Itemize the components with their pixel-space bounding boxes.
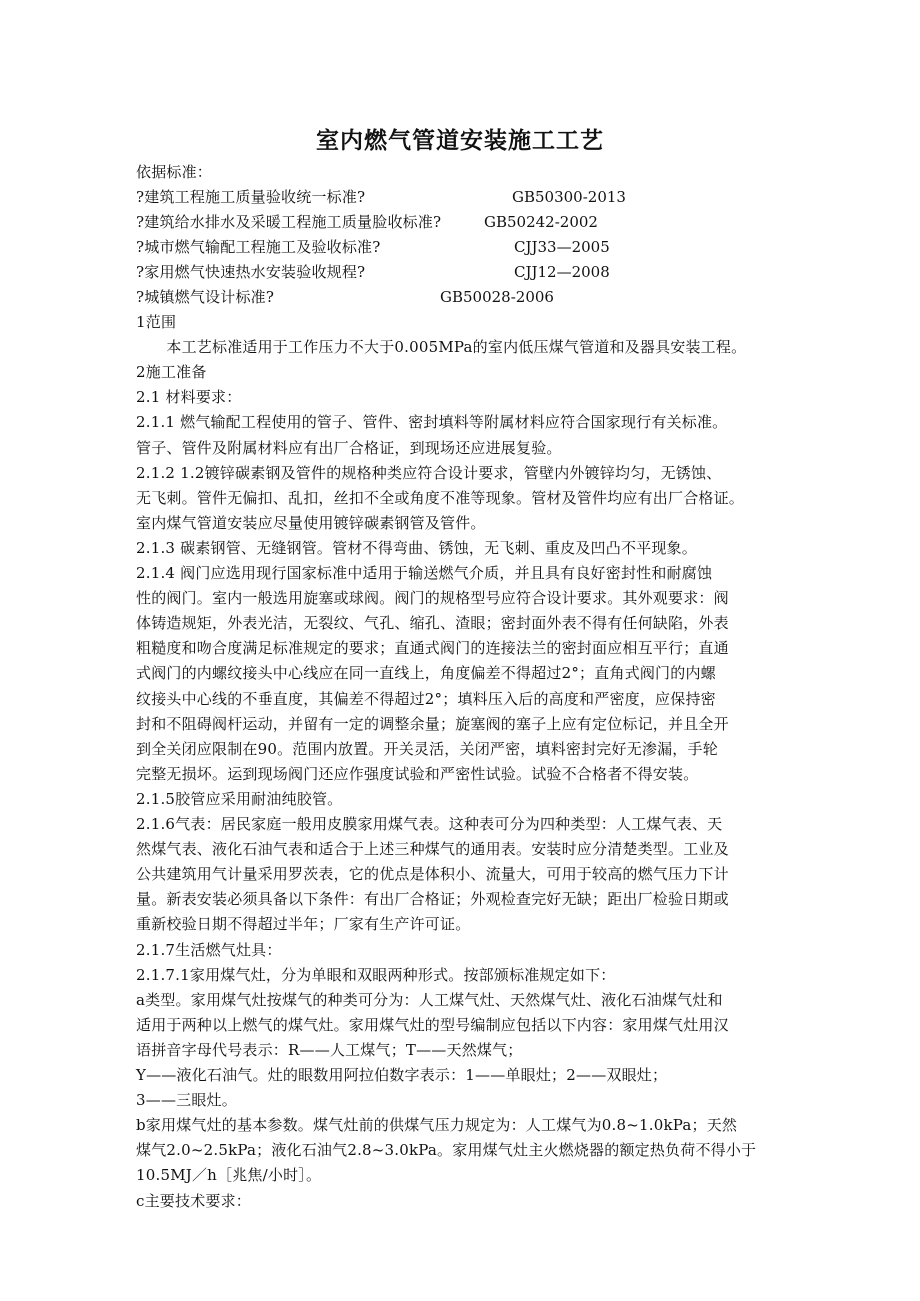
body-text-line: 完整无损坏。运到现场阀门还应作强度试验和严密性试验。试验不合格者不得安装。 [136, 765, 699, 783]
standard-name: ?城市燃气输配工程施工及验收标准? [136, 238, 381, 256]
body-text-line: 无飞刺。管件无偏扣、乱扣，丝扣不全或角度不准等现象。管材及管件均应有出厂合格证。 [136, 489, 745, 507]
standard-code: GB50300-2013 [512, 188, 626, 206]
body-text-line: 3——三眼灶。 [136, 1091, 237, 1109]
standard-name: ?建筑给水排水及采暖工程施工质量脸收标准? [136, 213, 442, 231]
body-text-line: 公共建筑用气计量采用罗茨表，它的优点是体积小、流量大，可用于较高的燃气压力下计 [136, 865, 729, 883]
body-text-line: 封和不阻碍阀杆运动，并留有一定的调整余量；旋塞阀的塞子上应有定位标记，并且全开 [136, 715, 729, 733]
body-text-line: 1范围 [136, 313, 177, 331]
body-text-line: 体铸造规矩，外表光洁，无裂纹、气孔、缩孔、渣眼；密封面外表不得有任何缺陷，外表 [136, 614, 729, 632]
body-text-line: b家用煤气灶的基本参数。煤气灶前的供煤气压力规定为：人工煤气为0.8~1.0kPa；天然 [136, 1116, 738, 1134]
body-text-line: Y——液化石油气。灶的眼数用阿拉伯数字表示：1——单眼灶；2——双眼灶； [136, 1066, 668, 1084]
body-text-line: 2.1.7.1家用煤气灶，分为单眼和双眼两种形式。按部颁标准规定如下： [136, 966, 616, 984]
body-text-line: c主要技术要求： [136, 1192, 252, 1210]
basis-heading: 依据标准： [136, 163, 213, 181]
body-text-line: 管子、管件及附属材料应有出厂合格证，到现场还应进展复验。 [136, 439, 562, 457]
body-text-line: 然煤气表、液化石油气表和适合于上述三种煤气的通用表。安装时应分清楚类型。工业及 [136, 840, 729, 858]
standard-name: ?城镇燃气设计标准? [136, 288, 275, 306]
body-text-line: 2.1 材料要求： [136, 388, 242, 406]
body-text-line: 2.1.5胶管应采用耐油纯胶管。 [136, 790, 343, 808]
body-text-line: 纹接头中心线的不垂直度，其偏差不得超过2°；填料压入后的高度和严密度，应保持密 [136, 690, 716, 708]
body-text-line: 煤气2.0~2.5kPa；液化石油气2.8~3.0kPa。家用煤气灶主火燃烧器的额定热负荷不得小于 [136, 1141, 757, 1159]
body-text-line: 2施工准备 [136, 363, 207, 381]
body-text-line: 粗糙度和吻合度满足标准规定的要求；直通式阀门的连接法兰的密封面应相互平行；直通 [136, 639, 729, 657]
body-text-line: 语拼音字母代号表示：R——人工煤气；T——天然煤气； [136, 1041, 523, 1059]
standard-name: ?家用燃气快速热水安装验收规程? [136, 263, 366, 281]
standard-code: CJJ12—2008 [514, 263, 610, 281]
body-text-line: 2.1.1 燃气输配工程使用的管子、管件、密封填料等附属材料应符合国家现行有关标准。 [136, 413, 728, 431]
body-text-line: 室内煤气管道安装应尽量使用镀锌碳素钢管及管件。 [136, 514, 486, 532]
body-text-line: a类型。家用煤气灶按煤气的种类可分为：人工煤气灶、天然煤气灶、液化石油煤气灶和 [136, 991, 723, 1009]
body-text-line: 2.1.3 碳素钢管、无缝钢管。管材不得弯曲、锈蚀，无飞刺、重皮及凹凸不平现象。 [136, 539, 697, 557]
standard-code: CJJ33—2005 [514, 238, 610, 256]
body-text-line: 2.1.2 1.2镀锌碳素钢及管件的规格种类应符合设计要求，管壁内外镀锌均匀，无锈蚀、 [136, 464, 722, 482]
body-text-line: 重新校验日期不得超过半年；厂家有生产许可证。 [136, 915, 471, 933]
body-text-line: 2.1.7生活燃气灶具： [136, 941, 282, 959]
body-text-line: 本工艺标准适用于工作压力不大于0.005MPa的室内低压煤气管道和及器具安装工程。 [136, 338, 747, 356]
body-text-line: 式阀门的内螺纹接头中心线应在同一直线上，角度偏差不得超过2°；直角式阀门的内螺 [136, 664, 716, 682]
body-text-line: 到全关闭应限制在90。范围内放置。开关灵活，关闭严密，填料密封完好无渗漏，手轮 [136, 740, 718, 758]
standard-code: GB50242-2002 [484, 213, 598, 231]
body-text-line: 10.5MJ／h［兆焦/小时］。 [136, 1166, 322, 1184]
body-text-line: 量。新表安装必须具备以下条件：有出厂合格证；外观检查完好无缺；距出厂检验日期或 [136, 890, 729, 908]
body-text-line: 性的阀门。室内一般选用旋塞或球阀。阀门的规格型号应符合设计要求。其外观要求：阀 [136, 589, 729, 607]
body-text-line: 适用于两种以上燃气的煤气灶。家用煤气灶的型号编制应包括以下内容：家用煤气灶用汉 [136, 1016, 729, 1034]
standard-name: ?建筑工程施工质量验收统一标准? [136, 188, 366, 206]
body-text-line: 2.1.6气表：居民家庭一般用皮膜家用煤气表。这种表可分为四种类型：人工煤气表、天 [136, 815, 723, 833]
body-text-line: 2.1.4 阀门应选用现行国家标准中适用于输送燃气介质，并且具有良好密封性和耐腐蚀 [136, 564, 713, 582]
standard-code: GB50028-2006 [440, 288, 554, 306]
page-title: 室内燃气管道安装施工工艺 [316, 128, 604, 154]
